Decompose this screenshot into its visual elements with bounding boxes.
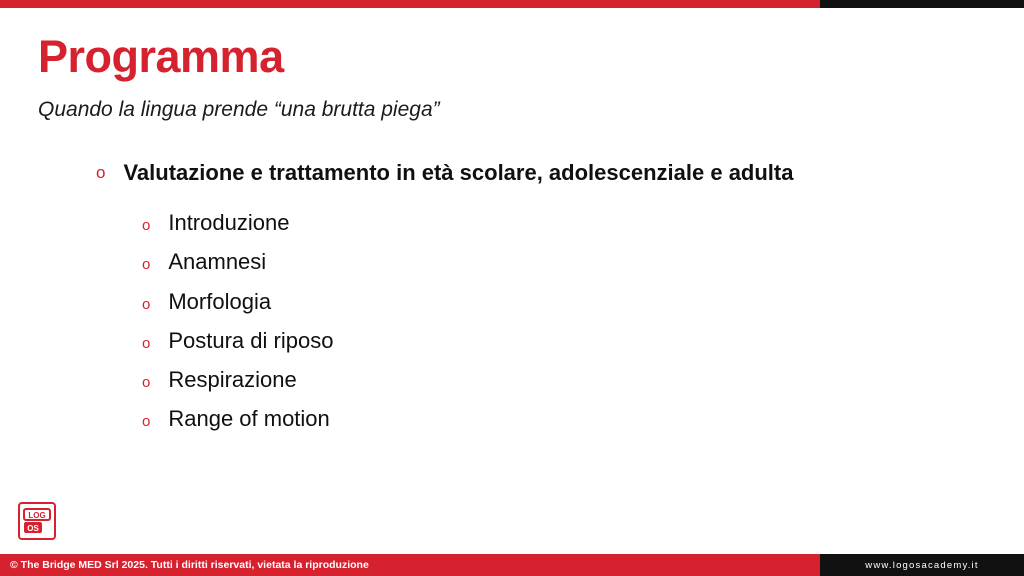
svg-text:LOG: LOG — [28, 511, 46, 520]
list-item — [96, 158, 976, 187]
logos-logo-icon — [18, 502, 56, 540]
list-item — [142, 209, 976, 237]
content-list — [96, 158, 976, 445]
sub-item-label: Postura di riposo — [168, 327, 334, 353]
bullet-icon: o — [142, 374, 151, 392]
top-accent-bar — [0, 0, 1024, 8]
bullet-icon: o — [142, 413, 151, 431]
sub-item-label: Morfologia — [168, 288, 272, 314]
bullet-icon: o — [142, 295, 151, 313]
sub-list — [142, 209, 976, 434]
list-item — [142, 327, 976, 355]
page-subtitle: Quando la lingua prende “una brutta piega” — [38, 98, 440, 121]
footer-website: www.logosacademy.it — [820, 554, 1024, 576]
top-accent-bar-black — [820, 0, 1024, 8]
footer-copyright: © The Bridge MED Srl 2025. Tutti i diritti riservati, vietata la riproduzione — [0, 554, 820, 576]
sub-item-label: Range of motion — [168, 406, 330, 432]
bullet-icon: o — [142, 256, 151, 274]
sub-item-label: Respirazione — [168, 367, 297, 393]
svg-text:OS: OS — [27, 524, 39, 533]
list-item — [142, 366, 976, 394]
logos-logo — [18, 502, 56, 540]
list-item — [142, 288, 976, 316]
top-accent-bar-red — [0, 0, 820, 8]
footer-bar — [0, 554, 1024, 576]
page-title: Programma — [38, 31, 284, 82]
bullet-icon: o — [142, 334, 151, 352]
list-item — [142, 405, 976, 433]
bullet-icon: o — [96, 163, 106, 182]
list-item — [142, 248, 976, 276]
main-item-label: Valutazione e trattamento in età scolare, adolescenziale e adulta — [123, 160, 794, 185]
bullet-icon: o — [142, 217, 151, 235]
sub-item-label: Introduzione — [168, 210, 290, 236]
sub-item-label: Anamnesi — [168, 249, 267, 275]
